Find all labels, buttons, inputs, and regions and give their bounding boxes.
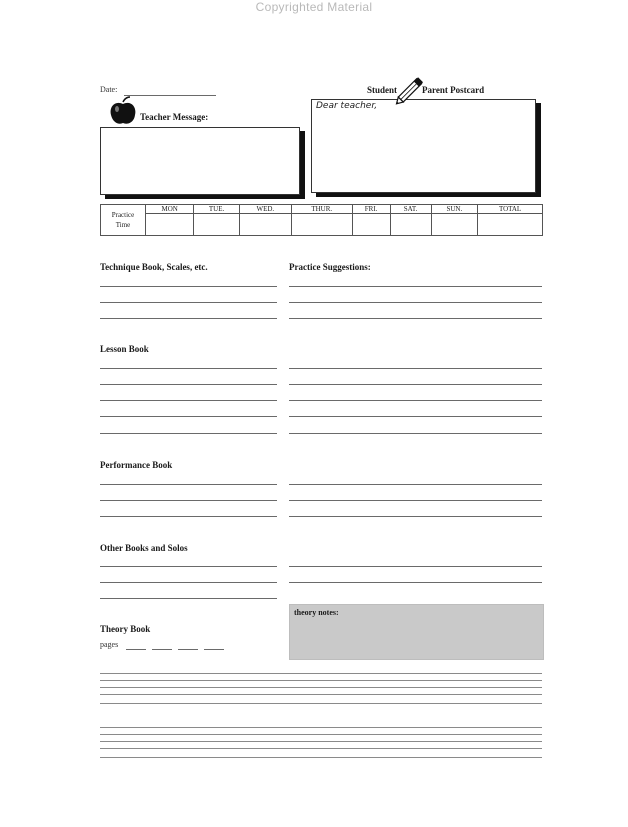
suggestion-line[interactable] bbox=[289, 318, 542, 319]
practice-cell-mon[interactable] bbox=[146, 214, 194, 236]
practice-label-line1: Practice bbox=[111, 211, 135, 219]
suggestion-line[interactable] bbox=[289, 416, 542, 417]
lesson-line[interactable] bbox=[100, 416, 277, 417]
theory-page-blank[interactable] bbox=[178, 649, 198, 650]
theory-page-blank[interactable] bbox=[126, 649, 146, 650]
teacher-message-label: Teacher Message: bbox=[140, 112, 209, 122]
notes-line[interactable] bbox=[100, 680, 542, 681]
practice-time-label bbox=[101, 205, 146, 236]
lesson-line[interactable] bbox=[100, 368, 277, 369]
suggestion-line[interactable] bbox=[289, 286, 542, 287]
notes-line[interactable] bbox=[100, 673, 542, 674]
practice-cell-sat[interactable] bbox=[390, 214, 431, 236]
day-header: FRI. bbox=[352, 205, 390, 214]
day-header: SAT. bbox=[390, 205, 431, 214]
lesson-line[interactable] bbox=[100, 400, 277, 401]
notes-line[interactable] bbox=[100, 757, 542, 758]
theory-book-heading: Theory Book bbox=[100, 624, 151, 634]
day-header: TUE. bbox=[194, 205, 240, 214]
theory-page-blank[interactable] bbox=[152, 649, 172, 650]
day-header: MON bbox=[146, 205, 194, 214]
practice-time-table bbox=[100, 204, 543, 236]
notes-line[interactable] bbox=[100, 703, 542, 704]
day-header: SUN. bbox=[431, 205, 478, 214]
postcard-greeting: Dear teacher, bbox=[316, 101, 378, 111]
other-books-line[interactable] bbox=[100, 566, 277, 567]
theory-page-blank[interactable] bbox=[204, 649, 224, 650]
suggestion-line[interactable] bbox=[289, 516, 542, 517]
theory-pages-label: pages bbox=[100, 640, 119, 649]
lesson-book-heading: Lesson Book bbox=[100, 344, 149, 354]
performance-line[interactable] bbox=[100, 484, 277, 485]
day-header: THUR. bbox=[291, 205, 352, 214]
other-books-line[interactable] bbox=[100, 582, 277, 583]
lesson-line[interactable] bbox=[100, 433, 277, 434]
practice-cell-tue[interactable] bbox=[194, 214, 240, 236]
day-header: WED. bbox=[239, 205, 291, 214]
teacher-message-box[interactable] bbox=[100, 127, 300, 195]
notes-line[interactable] bbox=[100, 694, 542, 695]
technique-line[interactable] bbox=[100, 318, 277, 319]
performance-line[interactable] bbox=[100, 516, 277, 517]
technique-line[interactable] bbox=[100, 302, 277, 303]
suggestion-line[interactable] bbox=[289, 384, 542, 385]
lesson-line[interactable] bbox=[100, 384, 277, 385]
suggestion-line[interactable] bbox=[289, 302, 542, 303]
performance-book-heading: Performance Book bbox=[100, 460, 173, 470]
postcard-title-student: Student bbox=[367, 85, 398, 95]
other-books-heading: Other Books and Solos bbox=[100, 543, 188, 553]
suggestion-line[interactable] bbox=[289, 582, 542, 583]
practice-cell-sun[interactable] bbox=[431, 214, 478, 236]
suggestion-line[interactable] bbox=[289, 433, 542, 434]
practice-cell-thur[interactable] bbox=[291, 214, 352, 236]
notes-line[interactable] bbox=[100, 687, 542, 688]
date-line[interactable] bbox=[124, 95, 216, 96]
total-header: TOTAL bbox=[478, 205, 543, 214]
theory-notes-label: theory notes: bbox=[294, 608, 339, 617]
notes-line[interactable] bbox=[100, 727, 542, 728]
practice-label-line2: Time bbox=[115, 221, 131, 229]
postcard-box[interactable] bbox=[311, 99, 536, 193]
practice-suggestions-heading: Practice Suggestions: bbox=[289, 262, 371, 272]
suggestion-line[interactable] bbox=[289, 368, 542, 369]
notes-line[interactable] bbox=[100, 748, 542, 749]
suggestion-line[interactable] bbox=[289, 500, 542, 501]
date-label: Date: bbox=[100, 85, 118, 94]
pencil-icon bbox=[391, 70, 431, 110]
suggestion-line[interactable] bbox=[289, 400, 542, 401]
performance-line[interactable] bbox=[100, 500, 277, 501]
practice-cell-total[interactable] bbox=[478, 214, 543, 236]
suggestion-line[interactable] bbox=[289, 484, 542, 485]
practice-cell-wed[interactable] bbox=[239, 214, 291, 236]
notes-line[interactable] bbox=[100, 741, 542, 742]
other-books-line[interactable] bbox=[100, 598, 277, 599]
postcard-title-parent: Parent Postcard bbox=[422, 85, 485, 95]
technique-book-heading: Technique Book, Scales, etc. bbox=[100, 262, 208, 272]
technique-line[interactable] bbox=[100, 286, 277, 287]
practice-cell-fri[interactable] bbox=[352, 214, 390, 236]
apple-icon bbox=[109, 96, 137, 126]
suggestion-line[interactable] bbox=[289, 566, 542, 567]
copyright-watermark: Copyrighted Material bbox=[255, 0, 373, 14]
notes-line[interactable] bbox=[100, 734, 542, 735]
